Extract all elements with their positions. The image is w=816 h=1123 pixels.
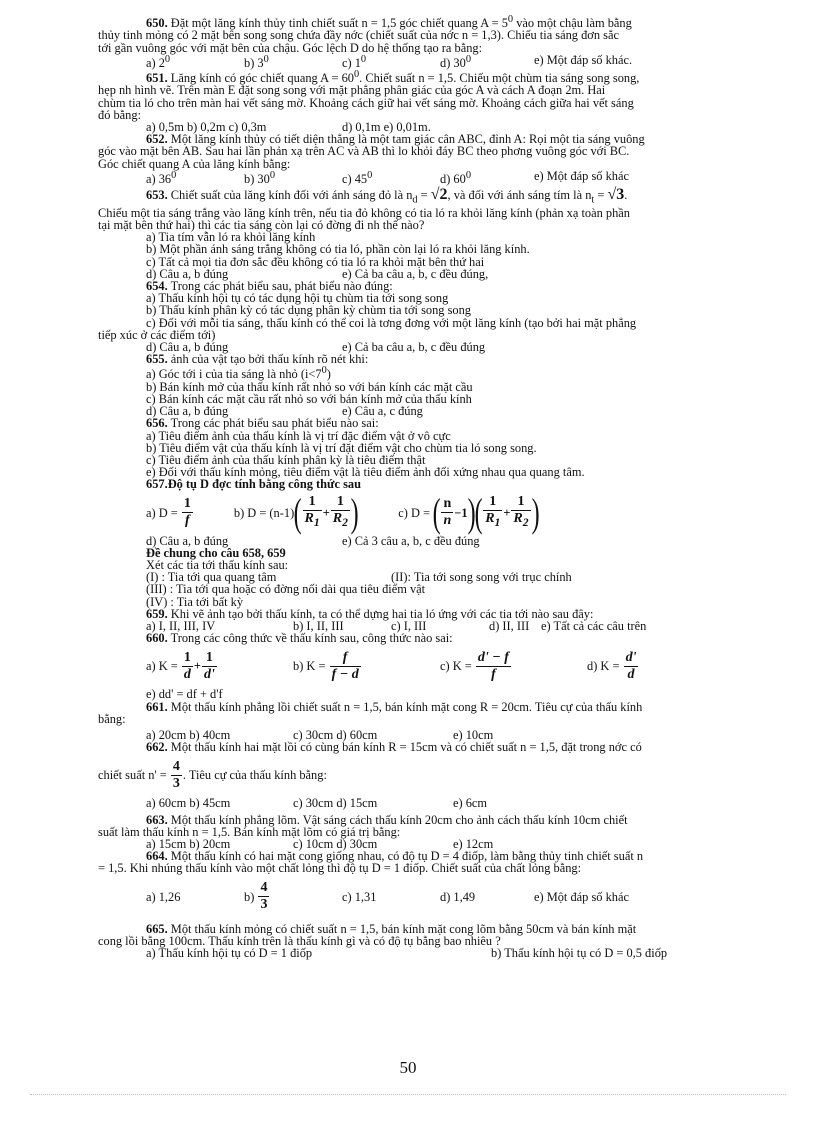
q660-option-e: e) dd' = df + d'f bbox=[146, 687, 223, 702]
q659-line1: 659. Khi vẽ ảnh tạo bởi thấu kính, ta có thể dựng hai tia ló ứng với các tia tới nào sau đây: bbox=[146, 606, 594, 621]
q655-line1: 655. ảnh của vật tạo bởi thấu kính rõ nét khi: bbox=[146, 352, 369, 367]
q652-line2: góc vào mặt bên AB. Sau hai lần phản xạ trên AC và AB thì lo khỏi đáy BC theo phơng vuông góc với BC. bbox=[98, 144, 630, 159]
q651-line2: hẹp nh hình vẽ. Trên màn E đặt song song với mặt phẳng phân giác của góc A và cách A đoạn 2m. Hai bbox=[98, 83, 606, 98]
q665-line2: cong lồi bằng 100cm. Thấu kính trên là thấu kính gì và có độ tụ bằng bao nhiêu ? bbox=[98, 933, 501, 948]
q656-option-e: e) Đối với thấu kính mỏng, tiêu điểm vật là tiêu điểm ảnh đối xứng nhau qua quang tâm. bbox=[146, 465, 585, 480]
fraction-1-over-f: $\frac{1}{f}$ bbox=[183, 496, 191, 529]
page-number: 50 bbox=[399, 1058, 417, 1077]
q650-line1: 650. Đặt một lăng kính thủy tinh chiết suất n = 1,5 góc chiết quang $A = 5^0$ vào một chậu làm bằng bbox=[146, 14, 632, 31]
q653-options-de: d) Câu a, b đúng e) Cả ba câu a, b, c đều đúng, bbox=[146, 266, 489, 281]
q653-line1: 653. Chiết suất của lăng kính đối với ánh sáng đỏ là $n_d = √2$, và đối với ánh sáng tím là $n_t = √3$. bbox=[146, 186, 628, 206]
q662-line1: 662. Một thấu kính hai mặt lồi có cùng bán kính R = 15cm và có chiết suất n = 1,5, đặt trong nớc có bbox=[146, 740, 642, 755]
q656-option-b: b) Tiêu điểm vật của thấu kính là vị trí đặt điểm vật cho chùm tia ló song song. bbox=[146, 440, 537, 455]
q653-option-b: b) Một phần ánh sáng trắng không có tia ló, phần còn lại ló ra khỏi lăng kính. bbox=[146, 242, 530, 257]
q660-formulas: a) K = $\frac{1}{d}$ + $\frac{1}{d'}$ b) K = $\frac{f}{f - d}$ c) K = $\frac{d' - f}{f}$ d) K = $\frac{d'}{d}$ bbox=[146, 649, 637, 682]
q656-option-a: a) Tiêu điểm ảnh của thấu kính là vị trí đặc điểm vật ở vô cực bbox=[146, 428, 451, 443]
q659-options: a) I, II, III, IV b) I, II, III c) I, III d) II, III e) Tất cả các câu trên bbox=[146, 619, 647, 634]
q662-options: a) 60cm b) 45cm c) 30cm d) 15cm e) 6cm bbox=[146, 796, 488, 811]
q663-options: a) 15cm b) 20cm c) 10cm d) 30cm e) 12cm bbox=[146, 837, 494, 852]
q656-line1: 656. Trong các phát biểu sau phát biểu nào sai: bbox=[146, 416, 379, 431]
q655-option-a: a) Góc tới i của tia sáng là nhỏ $(i<7^0)$ bbox=[146, 365, 331, 382]
q664-line1: 664. Một thấu kính có hai mặt cong giống nhau, có độ tụ D = 4 điốp, làm bằng thủy tinh chiết suất n bbox=[146, 849, 644, 864]
q653-option-c: c) Tất cả mọi tia đơn sắc đều không có tia ló ra khỏi mặt bên thứ hai bbox=[146, 254, 485, 269]
q654-line1: 654. Trong các phát biểu sau, phát biểu nào đúng: bbox=[146, 279, 393, 294]
q651-options: a) 0,5m b) 0,2m c) 0,3m d) 0,1m e) 0,01m. bbox=[146, 120, 431, 134]
q654-option-b: b) Thấu kính phân kỳ có tác dụng phân kỳ chùm tia tới song song bbox=[146, 303, 471, 318]
q657-formulas: a) D = $\frac{1}{f}$ b) D = (n-1) ( 1 $R_1$ + $\frac{1}{R_2}$ ) c) D = ( n n −1 ) ( 1 $R_1$ + $\frac{1}{R_2}$ ) bbox=[146, 489, 540, 535]
q654-option-c: c) Đối với mỗi tia sáng, thấu kính có thể coi là tơng đơng với một lăng kính (tạo bởi hai mặt phẳng bbox=[146, 315, 637, 330]
q657-options-de: d) Câu a, b đúng e) Cả 3 câu a, b, c đều đúng bbox=[146, 533, 480, 548]
q665-line1: 665. Một thấu kính mỏng có chiết suất n = 1,5, bán kính mặt cong lõm bằng 50cm và bán kính mặt bbox=[146, 921, 637, 936]
q661-line2: bằng: bbox=[98, 711, 126, 726]
q662-line2: chiết suất n' = $\frac{4}{3}$ . Tiêu cự của thấu kính bằng: bbox=[98, 758, 327, 791]
q650-options: a) $2^0$ b) $3^0$ c) $1^0$ d) $30^0$ e) Một đáp số khác. bbox=[146, 52, 633, 70]
q652-line3: Góc chiết quang A của lăng kính bằng: bbox=[98, 156, 291, 171]
q661-options: a) 20cm b) 40cm c) 30cm d) 60cm e) 10cm bbox=[146, 728, 494, 743]
q651-line3: chùm tia ló cho trên màn hai vết sáng mờ. Khoảng cách giữ hai vết sáng mờ. Khoảng cách giữa hai vết sáng bbox=[98, 95, 634, 110]
footer-divider bbox=[30, 1094, 786, 1095]
common-items-1-2: (I) : Tia tới qua quang tâm (II): Tia tới song song với trục chính bbox=[146, 570, 572, 585]
q655-options-de: d) Câu a, b đúng e) Câu a, c đúng bbox=[146, 404, 423, 419]
common-item-4: (IV) : Tia tới bất kỳ bbox=[146, 594, 244, 609]
q653-option-a: a) Tia tím vẫn ló ra khỏi lăng kính bbox=[146, 230, 316, 245]
common-title: Đề chung cho câu 658, 659 bbox=[146, 545, 286, 560]
q653-line2: Chiếu một tia sáng trắng vào lăng kính trên, nếu tia đỏ không có tia ló ra khỏi lăng kính (phản xạ toàn phần bbox=[98, 205, 630, 220]
q651-line1: 651. Lăng kính có góc chiết quang $A = 60^0$. Chiết suất n = 1,5. Chiếu một chùm tia sáng song song, bbox=[146, 69, 640, 86]
common-item-3: (III) : Tia tới qua hoặc có đờng nối dài qua tiêu điểm vật bbox=[146, 582, 426, 597]
q654-option-a: a) Thấu kính hội tụ có tác dụng hội tụ chùm tia tới song song bbox=[146, 291, 449, 306]
q650-line2: thủy tinh mỏng có 2 mặt bên song song chứa đầy nớc (chiết suất của nớc n = 1,3). Chiếu tia sáng đơn sắc bbox=[98, 28, 619, 43]
q663-line2: suất làm thấu kính n = 1,5. Bán kính mặt lõm có giá trị bằng: bbox=[98, 824, 401, 839]
document-page bbox=[98, 14, 748, 959]
q664-options: a) 1,26 b) 4 3 c) 1,31 d) 1,49 e) Một đáp số khác bbox=[146, 880, 629, 913]
q663-line1: 663. Một thấu kính phẳng lõm. Vật sáng cách thấu kính 20cm cho ảnh cách thấu kính 10cm chiết bbox=[146, 812, 628, 827]
q650-line3: tới gần vuông góc với mặt bên của chậu. Góc lệch D do hệ thống tạo ra bằng: bbox=[98, 40, 483, 55]
q664-line2: = 1,5. Khi nhúng thấu kính vào một chất lỏng thì độ tụ D = 1 điốp. Chiết suất của chất lỏng bằng: bbox=[98, 861, 582, 876]
q656-option-c: c) Tiêu điểm ảnh của thấu kính phân kỳ là tiêu điểm thật bbox=[146, 453, 426, 467]
q651-line4: đó bằng: bbox=[98, 107, 142, 122]
q665-options: a) Thấu kính hội tụ có D = 1 điốp b) Thấu kính hội tụ có D = 0,5 điốp bbox=[146, 946, 668, 961]
q654-option-c-cont: tiếp xúc ở các điểm tới) bbox=[98, 327, 216, 342]
q660-line1: 660. Trong các công thức về thấu kính sau, công thức nào sai: bbox=[146, 631, 453, 646]
q653-line3: tại mặt bên thứ hai) thì các tia sáng còn lại có đờng đi nh thế nào? bbox=[98, 218, 425, 233]
q652-line1: 652. Một lăng kính thủy có tiết diện thẳng là một tam giác cân ABC, đỉnh A: Rọi một tia sáng vuông bbox=[146, 132, 645, 147]
q661-line1: 661. Một thấu kính phẳng lồi chiết suất n = 1,5, bán kính mặt cong R = 20cm. Tiêu cự của thấu kính bbox=[146, 699, 643, 714]
q657-line1: 657.Độ tụ D đợc tính bằng công thức sau bbox=[146, 477, 361, 492]
q652-options: a) $36^0$ b) $30^0$ c) $45^0$ d) $60^0$ e) Một đáp số khác bbox=[146, 168, 629, 186]
q655-option-b: b) Bán kính mở của thấu kính rất nhỏ so với bán kính các mặt cầu bbox=[146, 379, 473, 394]
q655-option-c: c) Bán kính các mặt cầu rất nhỏ so với bán kính mở của thấu kính bbox=[146, 391, 472, 406]
common-line1: Xét các tia tới thấu kính sau: bbox=[146, 558, 289, 573]
q654-options-de: d) Câu a, b đúng e) Cả ba câu a, b, c đều đúng bbox=[146, 340, 486, 355]
